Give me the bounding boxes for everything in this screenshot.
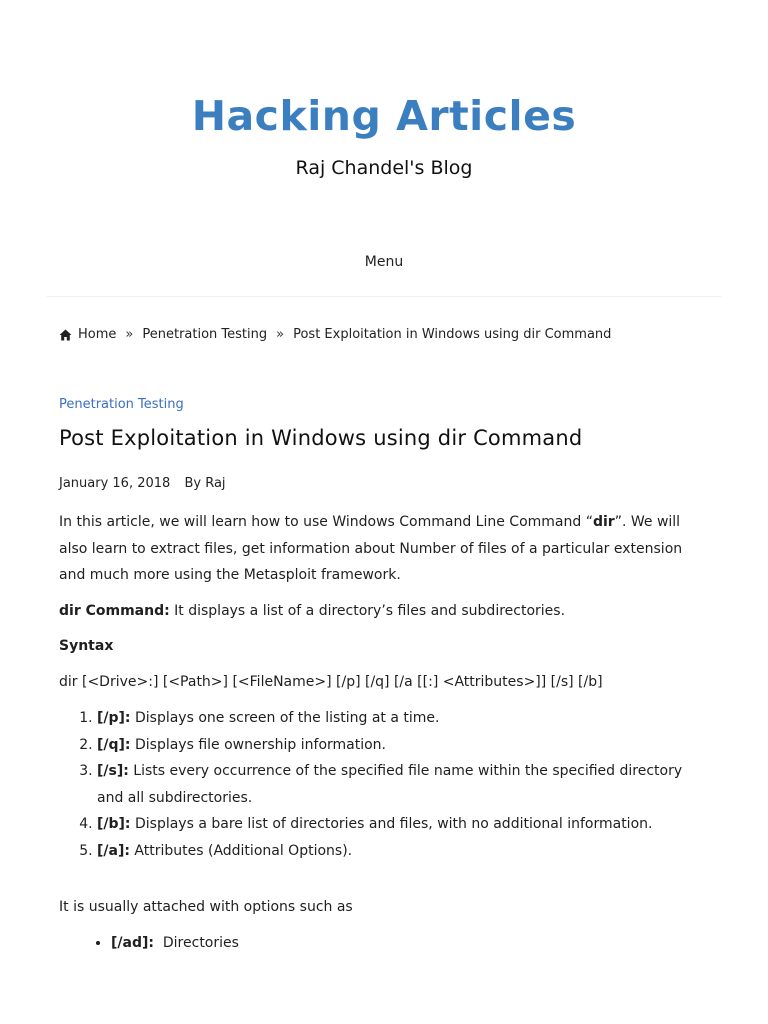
- option-desc: Attributes (Additional Options).: [129, 842, 353, 859]
- list-item: [111, 930, 709, 957]
- post-content: [59, 509, 709, 956]
- option-desc: Displays one screen of the listing at a time.: [130, 710, 440, 726]
- option-flag: [/p]:: [97, 710, 131, 726]
- breadcrumb-separator: »: [276, 327, 285, 342]
- list-item: [97, 838, 709, 865]
- intro-bold-dir: dir: [592, 514, 615, 530]
- site-tagline: Raj Chandel's Blog: [295, 157, 473, 179]
- option-desc: Displays file ownership information.: [130, 736, 387, 753]
- site-title[interactable]: Hacking Articles: [191, 92, 577, 140]
- header-divider: [47, 296, 721, 297]
- post-category-link[interactable]: Penetration Testing: [59, 397, 184, 412]
- attribute-desc: Directories: [153, 934, 239, 951]
- breadcrumb-home-link[interactable]: Home: [78, 327, 117, 342]
- intro-text: In this article, we will learn how to use Windows Command Line Command “: [59, 514, 593, 530]
- dir-command-paragraph: [59, 598, 709, 625]
- option-flag: [/s]:: [97, 763, 129, 779]
- attribute-flag: [/ad]:: [111, 934, 154, 951]
- option-flag: [/q]:: [97, 736, 131, 753]
- post-date-link[interactable]: January 16, 2018: [59, 476, 171, 491]
- post-author-link[interactable]: By Raj: [184, 476, 226, 491]
- attributes-list: [59, 930, 709, 957]
- breadcrumb-category-link[interactable]: Penetration Testing: [142, 327, 268, 342]
- menu-button[interactable]: Menu: [364, 254, 404, 270]
- syntax-heading: Syntax: [59, 638, 114, 654]
- option-desc: Lists every occurrence of the specified file name within the specified directory and all subdirectories.: [97, 763, 683, 806]
- home-icon: [59, 329, 72, 341]
- list-item: [97, 811, 709, 838]
- post-meta: [59, 476, 226, 491]
- list-item: [97, 705, 709, 732]
- option-flag: [/a]:: [97, 842, 130, 859]
- list-item: [97, 758, 709, 811]
- breadcrumb-current: Post Exploitation in Windows using dir Command: [293, 327, 612, 342]
- breadcrumb: [59, 327, 611, 342]
- list-item: [97, 732, 709, 759]
- dir-command-desc: It displays a list of a directory’s files and subdirectories.: [169, 602, 566, 619]
- post-title: Post Exploitation in Windows using dir Command: [59, 426, 583, 450]
- option-flag: [/b]:: [97, 816, 131, 832]
- spacer: [59, 864, 709, 894]
- syntax-line: dir [<Drive>:] [<Path>] [<FileName>] [/p] [/q] [/a [[:] <Attributes>]] [/s] [/b]: [59, 673, 603, 690]
- breadcrumb-separator: »: [125, 327, 134, 342]
- intro-paragraph: [59, 509, 709, 589]
- intro-text-rest: ”. We will also learn to extract files, get information about Number of files of a particular extension and much more using the Metasploit framework.: [59, 514, 683, 583]
- options-list: [59, 705, 709, 864]
- dir-command-label: dir Command:: [59, 602, 170, 619]
- attached-paragraph: It is usually attached with options such as: [59, 899, 353, 915]
- option-desc: Displays a bare list of directories and files, with no additional information.: [130, 816, 653, 832]
